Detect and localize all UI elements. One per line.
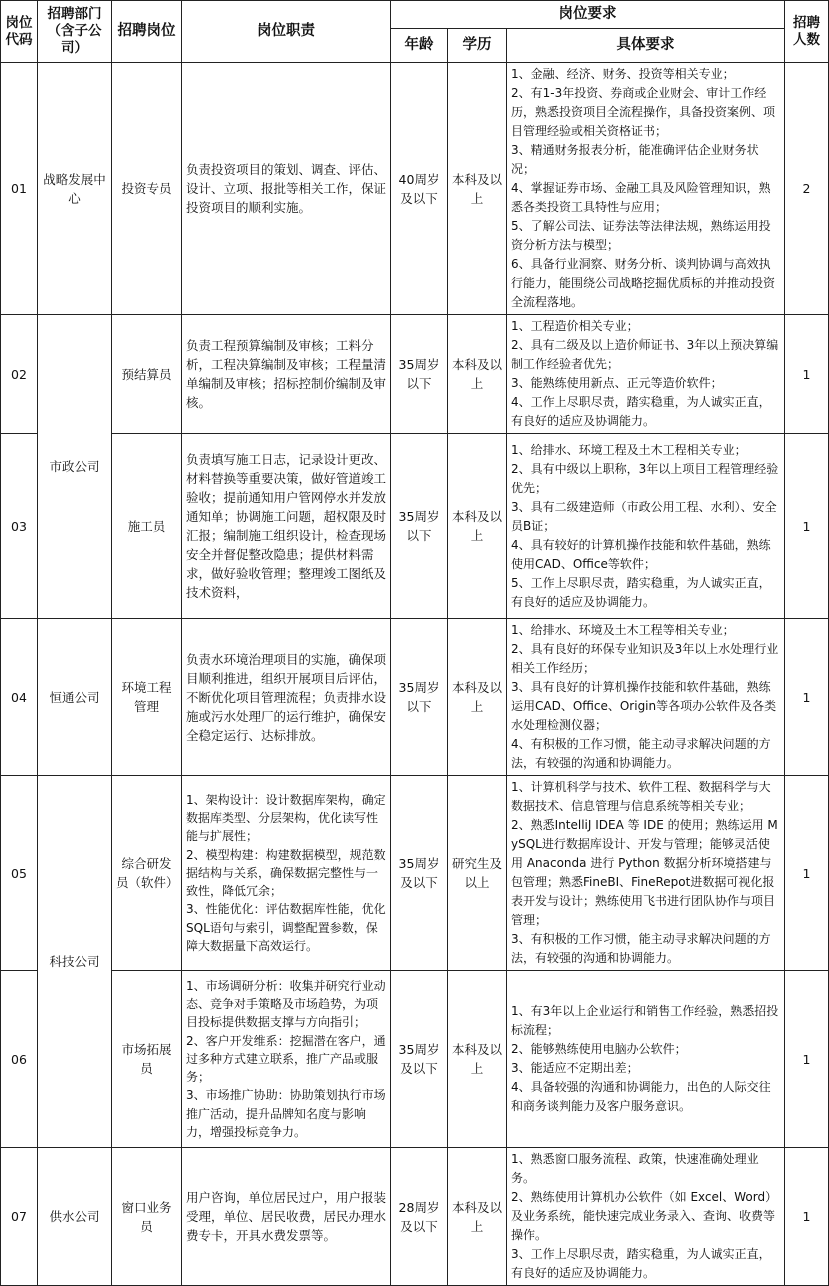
header-duty: 岗位职责: [182, 1, 391, 63]
headcount: 1: [785, 971, 829, 1148]
requirement-item: 1、熟悉窗口服务流程、政策，快速准确处理业务。: [511, 1152, 759, 1185]
table-row: [1, 776, 829, 971]
position-code: 07: [1, 1148, 38, 1286]
header-position: 招聘岗位: [112, 1, 182, 63]
requirement-item: 2、能够熟练使用电脑办公软件；: [511, 1042, 687, 1056]
education-requirement: 本科及以上: [448, 63, 507, 315]
specific-requirements: [507, 971, 785, 1148]
specific-requirements: [507, 776, 785, 971]
department: 市政公司: [38, 315, 112, 619]
requirement-item: 4、具备较强的沟通和协调能力，出色的人际交往和商务谈判能力及客户服务意识。: [511, 1080, 771, 1113]
table-row: [1, 619, 829, 776]
position-code: 01: [1, 63, 38, 315]
duty-item: 2、客户开发维系：挖掘潜在客户，通过多种方式建立联系，推广产品或服务；: [186, 1033, 386, 1085]
header-age: 年龄: [391, 29, 448, 63]
table-row: [1, 971, 829, 1148]
age-requirement: 35周岁及以下: [391, 776, 448, 971]
department: 战略发展中心: [38, 63, 112, 315]
requirement-item: 2、熟悉IntelliJ IDEA 等 IDE 的使用；熟练运用 MySQL进行数据库设计、开发与管理；能够灵活使用 Anaconda 进行 Python 数据分析环境搭建与包管理；熟悉FineBI、FineRepot进数据可视化报表开发与设计；熟练使用飞书进行团队协作与项目管理；: [511, 818, 778, 927]
position-name: 投资专员: [112, 63, 182, 315]
education-requirement: 本科及以上: [448, 619, 507, 776]
age-requirement: 40周岁及以下: [391, 63, 448, 315]
requirement-item: 4、工作上尽职尽责，踏实稳重，为人诚实正直，有良好的适应及协调能力。: [511, 395, 771, 428]
requirement-item: 3、具有二级建造师（市政公用工程、水利）、安全员B证；: [511, 499, 777, 533]
duty-item: 1、架构设计：设计数据库架构，确定数据库类型、分层架构，优化读写性能与扩展性；: [186, 793, 386, 844]
requirement-item: 1、有3年以上企业运行和销售工作经验，熟悉招投标流程；: [511, 1004, 779, 1037]
requirement-item: 3、工作上尽职尽责，踏实稳重，为人诚实正直，有良好的适应及协调能力。: [511, 1247, 771, 1280]
header-dept: 招聘部门（含子公司）: [38, 1, 112, 63]
education-requirement: 本科及以上: [448, 315, 507, 434]
position-duty: 负责水环境治理项目的实施，确保项目顺利推进，组织开展项目后评估，不断优化项目管理流程；负责排水设施或污水处理厂的运行维护，确保安全稳定运行、达标排放。: [182, 619, 391, 776]
age-requirement: 28周岁及以下: [391, 1148, 448, 1286]
requirement-item: 4、有积极的工作习惯，能主动寻求解决问题的方法，有较强的沟通和协调能力。: [511, 737, 771, 770]
table-row: [1, 434, 829, 619]
specific-requirements: [507, 619, 785, 776]
position-code: 03: [1, 434, 38, 619]
position-code: 06: [1, 971, 38, 1148]
age-requirement: 35周岁以下: [391, 434, 448, 619]
table-row: [1, 315, 829, 434]
header-row-1: [1, 1, 829, 29]
education-requirement: 研究生及以上: [448, 776, 507, 971]
headcount: 1: [785, 434, 829, 619]
header-headcount: 招聘人数: [785, 1, 829, 63]
position-code: 05: [1, 776, 38, 971]
headcount: 2: [785, 63, 829, 315]
position-code: 04: [1, 619, 38, 776]
education-requirement: 本科及以上: [448, 434, 507, 619]
specific-requirements: [507, 63, 785, 315]
department: 恒通公司: [38, 619, 112, 776]
department: 供水公司: [38, 1148, 112, 1286]
requirement-item: 2、具有中级以上职称，3年以上项目工程管理经验优先；: [511, 461, 779, 495]
requirement-item: 5、了解公司法、证券法等法律法规，熟练运用投资分析方法与模型；: [511, 219, 771, 252]
headcount: 1: [785, 619, 829, 776]
requirement-item: 2、有1-3年投资、券商或企业财会、审计工作经历，熟悉投资项目全流程操作，具备投资案例、项目管理经验或相关资格证书；: [511, 86, 776, 138]
position-name: 环境工程管理: [112, 619, 182, 776]
position-duty: 用户咨询，单位居民过户，用户报装受理，单位、居民收费，居民办理水费专卡，开具水费发票等。: [182, 1148, 391, 1286]
position-code: 02: [1, 315, 38, 434]
requirement-item: 4、具有较好的计算机操作技能和软件基础，熟练使用CAD、Office等软件；: [511, 537, 771, 571]
header-specific: 具体要求: [507, 29, 785, 63]
position-duty: [182, 971, 391, 1148]
headcount: 1: [785, 776, 829, 971]
duty-item: 1、市场调研分析：收集并研究行业动态、竞争对手策略及市场趋势，为项目投标提供数据支撑与方向指引；: [186, 979, 386, 1030]
requirement-item: 2、熟练使用计算机办公软件（如 Excel、Word）及业务系统，能快速完成业务录入、查询、收费等操作。: [511, 1190, 778, 1242]
requirement-item: 3、精通财务报表分析，能准确评估企业财务状况；: [511, 143, 759, 176]
position-duty: 负责工程预算编制及审核；工料分析，工程决算编制及审核；工程量清单编制及审核；招标控制价编制及审核。: [182, 315, 391, 434]
specific-requirements: [507, 1148, 785, 1286]
specific-requirements: [507, 434, 785, 619]
duty-item: 2、模型构建：构建数据模型，规范数据结构与关系，确保数据完整性与一致性，降低冗余；: [186, 847, 386, 899]
position-name: 综合研发员（软件）: [112, 776, 182, 971]
requirement-item: 1、金融、经济、财务、投资等相关专业；: [511, 67, 735, 81]
header-code: 岗位代码: [1, 1, 38, 63]
education-requirement: 本科及以上: [448, 971, 507, 1148]
requirement-item: 1、给排水、环境工程及土木工程相关专业；: [511, 442, 747, 457]
requirement-item: 4、掌握证券市场、金融工具及风险管理知识，熟悉各类投资工具特性与应用；: [511, 181, 771, 214]
position-name: 施工员: [112, 434, 182, 619]
duty-item: 3、市场推广协助：协助策划执行市场推广活动，提升品牌知名度与影响力，增强投标竞争力。: [186, 1088, 386, 1139]
requirement-item: 2、具有良好的环保专业知识及3年以上水处理行业相关工作经历；: [511, 642, 779, 675]
age-requirement: 35周岁以下: [391, 619, 448, 776]
table-row: [1, 1148, 829, 1286]
specific-requirements: [507, 315, 785, 434]
position-name: 窗口业务员: [112, 1148, 182, 1286]
position-duty: 负责填写施工日志，记录设计更改、材料替换等重要决策，做好管道竣工验收；提前通知用户管网停水并发放通知单；协调施工问题，超权限及时汇报；编制施工组织设计，检查现场安全并督促整改隐患；提供材料需求，做好验收管理；整理竣工图纸及技术资料，: [182, 434, 391, 619]
headcount: 1: [785, 1148, 829, 1286]
department: 科技公司: [38, 776, 112, 1148]
age-requirement: 35周岁以下: [391, 315, 448, 434]
duty-item: 3、性能优化：评估数据库性能，优化SQL语句与索引，调整配置参数，保障大数据量下高效运行。: [186, 902, 386, 953]
requirement-item: 1、工程造价相关专业；: [511, 319, 639, 333]
requirement-item: 2、具有二级及以上造价师证书、3年以上预决算编制工作经验者优先；: [511, 338, 779, 371]
requirement-item: 3、有积极的工作习惯，能主动寻求解决问题的方法，有较强的沟通和协调能力。: [511, 932, 771, 965]
requirement-item: 3、能适应不定期出差；: [511, 1061, 639, 1075]
age-requirement: 35周岁及以下: [391, 971, 448, 1148]
header-requirements: 岗位要求: [391, 1, 785, 29]
requirement-item: 5、工作上尽职尽责，踏实稳重，为人诚实正直，有良好的适应及协调能力。: [511, 575, 771, 609]
table-row: [1, 63, 829, 315]
requirement-item: 1、计算机科学与技术、软件工程、数据科学与大数据技术、信息管理与信息系统等相关专业；: [511, 780, 771, 813]
education-requirement: 本科及以上: [448, 1148, 507, 1286]
requirement-item: 3、能熟练使用新点、正元等造价软件；: [511, 376, 723, 390]
headcount: 1: [785, 315, 829, 434]
position-name: 预结算员: [112, 315, 182, 434]
requirement-item: 6、具备行业洞察、财务分析、谈判协调与高效执行能力，能围绕公司战略挖掘优质标的并推动投资全流程落地。: [511, 257, 776, 309]
header-education: 学历: [448, 29, 507, 63]
position-duty: [182, 776, 391, 971]
position-duty: 负责投资项目的策划、调查、评估、设计、立项、报批等相关工作，保证投资项目的顺利实施。: [182, 63, 391, 315]
requirement-item: 3、具有良好的计算机操作技能和软件基础，熟练运用CAD、Office、Origin等各项办公软件及各类水处理检测仪器；: [511, 680, 777, 732]
requirement-item: 1、给排水、环境及土木工程等相关专业；: [511, 623, 735, 637]
position-name: 市场拓展员: [112, 971, 182, 1148]
